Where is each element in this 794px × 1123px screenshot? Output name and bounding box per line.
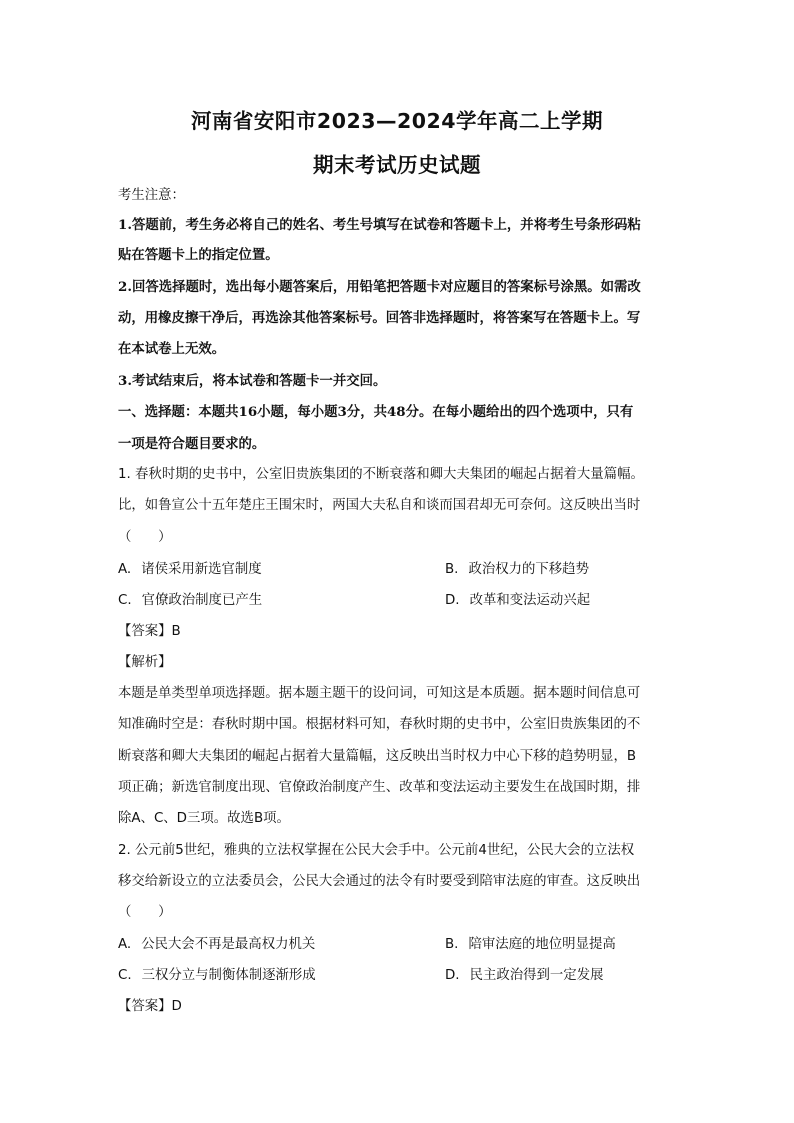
question-2-option-c: [118, 967, 316, 985]
question-2-stem: 移交给新设立的立法委员会，公民大会通过的法令有时要受到陪审法庭的审查。这反映出: [118, 874, 641, 889]
question-2-option-a: [118, 936, 315, 954]
question-1-analysis: 本题是单类型单项选择题。据本题主题干的设问词，可知这是本质题。据本题时间信息可: [118, 686, 641, 701]
question-1-analysis: 断衰落和卿大夫集团的崛起占据着大量篇幅，这反映出当时权力中心下移的趋势明显，B: [118, 749, 637, 764]
option-letter: A.: [118, 937, 132, 952]
option-letter: B.: [445, 937, 459, 952]
question-1-answer: 【答案】B: [118, 624, 181, 639]
option-text: 公民大会不再是最高权力机关: [141, 937, 316, 952]
option-text: 陪审法庭的地位明显提高: [468, 937, 616, 952]
option-letter: C.: [118, 593, 132, 608]
question-2-option-b: [445, 936, 616, 954]
notice-item: 1.答题前，考生务必将自己的姓名、考生号填写在试卷和答题卡上，并将考生号条形码粘: [118, 217, 641, 233]
notice-item: 在本试卷上无效。: [118, 341, 226, 357]
question-1-stem: 比，如鲁宣公十五年楚庄王围宋时，两国大夫私自和谈而国君却无可奈何。这反映出当时: [118, 498, 641, 513]
option-text: 政治权力的下移趋势: [468, 562, 589, 577]
section-heading: 一、选择题：本题共16小题，每小题3分，共48分。在每小题给出的四个选项中，只有: [118, 404, 634, 420]
option-letter: B.: [445, 562, 459, 577]
question-2-stem: 2. 公元前5世纪，雅典的立法权掌握在公民大会手中。公元前4世纪，公民大会的立法权: [118, 843, 635, 858]
option-text: 诸侯采用新选官制度: [141, 562, 262, 577]
question-2-blank: （ ）: [118, 905, 172, 920]
option-letter: D.: [445, 968, 460, 983]
question-1-blank: （ ）: [118, 530, 172, 545]
question-1-option-d: [445, 592, 590, 610]
option-letter: C.: [118, 968, 132, 983]
option-text: 官僚政治制度已产生: [141, 593, 263, 608]
option-text: 民主政治得到一定发展: [469, 968, 604, 983]
option-text: 改革和变法运动兴起: [469, 593, 591, 608]
question-1-stem: 1. 春秋时期的史书中，公室旧贵族集团的不断衰落和卿大夫集团的崛起占据着大量篇幅。: [118, 467, 644, 482]
question-1-analysis: 除A、C、D三项。故选B项。: [118, 811, 290, 826]
notice-heading: 考生注意：: [118, 188, 185, 203]
exam-subtitle: 期末考试历史试题: [313, 153, 481, 177]
question-1-analysis: 项正确；新选官制度出现、官僚政治制度产生、改革和变法运动主要发生在战国时期，排: [118, 780, 641, 795]
question-1-option-b: [445, 561, 589, 579]
option-letter: A.: [118, 562, 132, 577]
question-1-option-a: [118, 561, 262, 579]
notice-item: 动，用橡皮擦干净后，再选涂其他答案标号。回答非选择题时，将答案写在答题卡上。写: [118, 310, 641, 326]
option-text: 三权分立与制衡体制逐渐形成: [141, 968, 316, 983]
notice-item: 贴在答题卡上的指定位置。: [118, 247, 279, 263]
question-1-analysis-heading: 【解析】: [118, 655, 172, 670]
notice-item: 2.回答选择题时，选出每小题答案后，用铅笔把答题卡对应题目的答案标号涂黑。如需改: [118, 279, 641, 295]
question-1-option-c: [118, 592, 262, 610]
question-2-answer: 【答案】D: [118, 999, 182, 1014]
question-2-option-d: [445, 967, 603, 985]
option-letter: D.: [445, 593, 460, 608]
section-heading-cont: 一项是符合题目要求的。: [118, 436, 266, 452]
exam-title: 河南省安阳市2023—2024学年高二上学期: [190, 109, 604, 133]
notice-item: 3.考试结束后，将本试卷和答题卡一并交回。: [118, 373, 387, 389]
question-1-analysis: 知准确时空是：春秋时期中国。根据材料可知，春秋时期的史书中，公室旧贵族集团的不: [118, 717, 641, 732]
